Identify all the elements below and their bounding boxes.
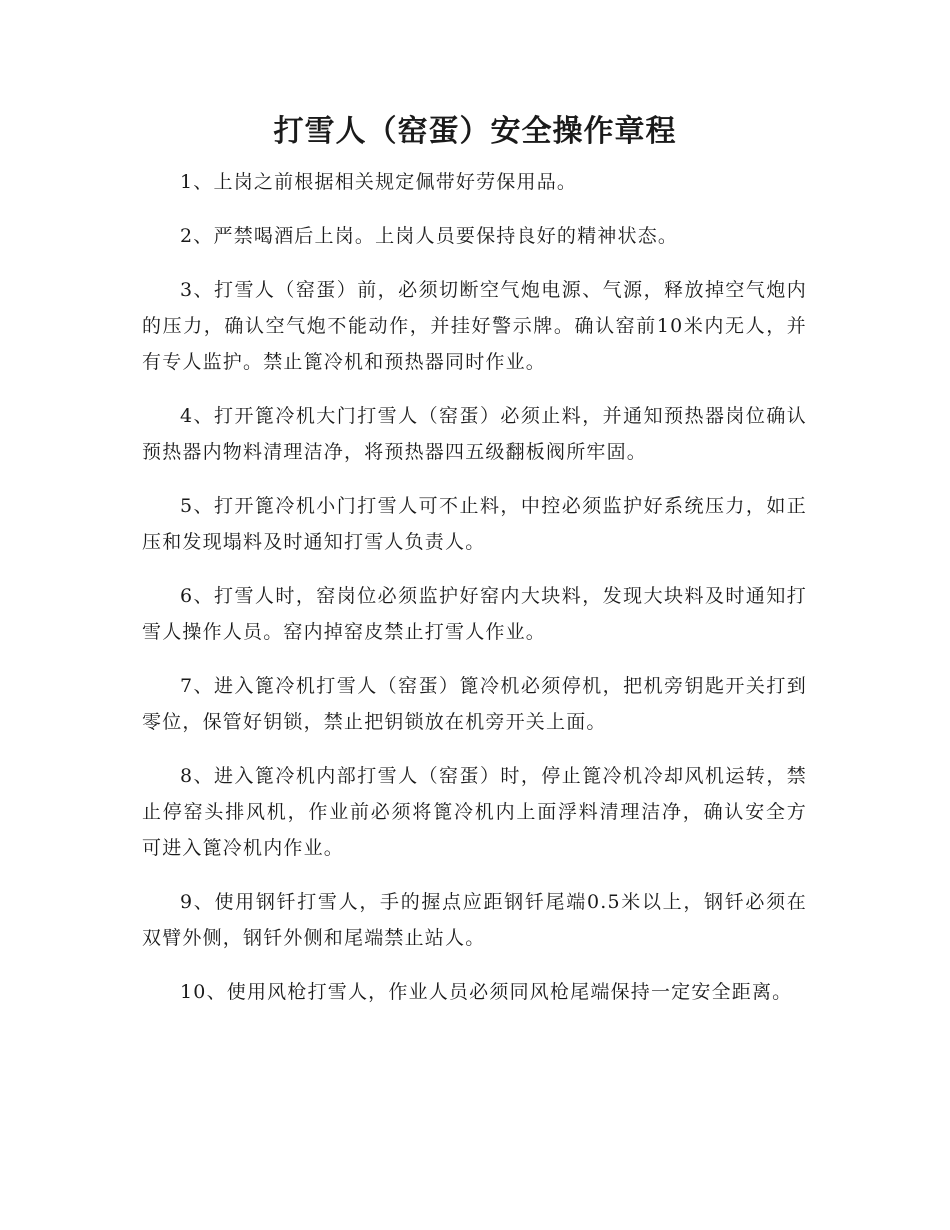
- paragraph-2: 2、严禁喝酒后上岗。上岗人员要保持良好的精神状态。: [180, 225, 679, 247]
- paragraph-10: 10、使用风枪打雪人，作业人员必须同风枪尾端保持一定安全距离。: [180, 981, 793, 1003]
- paragraph-5: 5、打开篦冷机小门打雪人可不止料，中控必须监护好系统压力，如正压和发现塌料及时通知打雪人负责人。: [142, 495, 807, 553]
- paragraph-6: 6、打雪人时，窑岗位必须监护好窑内大块料，发现大块料及时通知打雪人操作人员。窑内掉窑皮禁止打雪人作业。: [142, 585, 807, 643]
- paragraph-4: 4、打开篦冷机大门打雪人（窑蛋）必须止料，并通知预热器岗位确认预热器内物料清理洁净，将预热器四五级翻板阀所牢固。: [142, 405, 807, 463]
- paragraph-8: 8、进入篦冷机内部打雪人（窑蛋）时，停止篦冷机冷却风机运转，禁止停窑头排风机，作业前必须将篦冷机内上面浮料清理洁净，确认安全方可进入篦冷机内作业。: [142, 765, 807, 859]
- document-title: 打雪人（窑蛋）安全操作章程: [273, 114, 677, 149]
- paragraph-3: 3、打雪人（窑蛋）前，必须切断空气炮电源、气源，释放掉空气炮内的压力，确认空气炮不能动作，并挂好警示牌。确认窑前10米内无人，并有专人监护。禁止篦冷机和预热器同时作业。: [142, 279, 807, 373]
- paragraph-7: 7、进入篦冷机打雪人（窑蛋）篦冷机必须停机，把机旁钥匙开关打到零位，保管好钥锁，禁止把钥锁放在机旁开关上面。: [142, 675, 807, 733]
- document-body: [142, 164, 807, 1028]
- paragraph-1: 1、上岗之前根据相关规定佩带好劳保用品。: [180, 171, 578, 193]
- paragraph-9: 9、使用钢钎打雪人，手的握点应距钢钎尾端0.5米以上，钢钎必须在双臂外侧，钢钎外侧和尾端禁止站人。: [142, 891, 807, 949]
